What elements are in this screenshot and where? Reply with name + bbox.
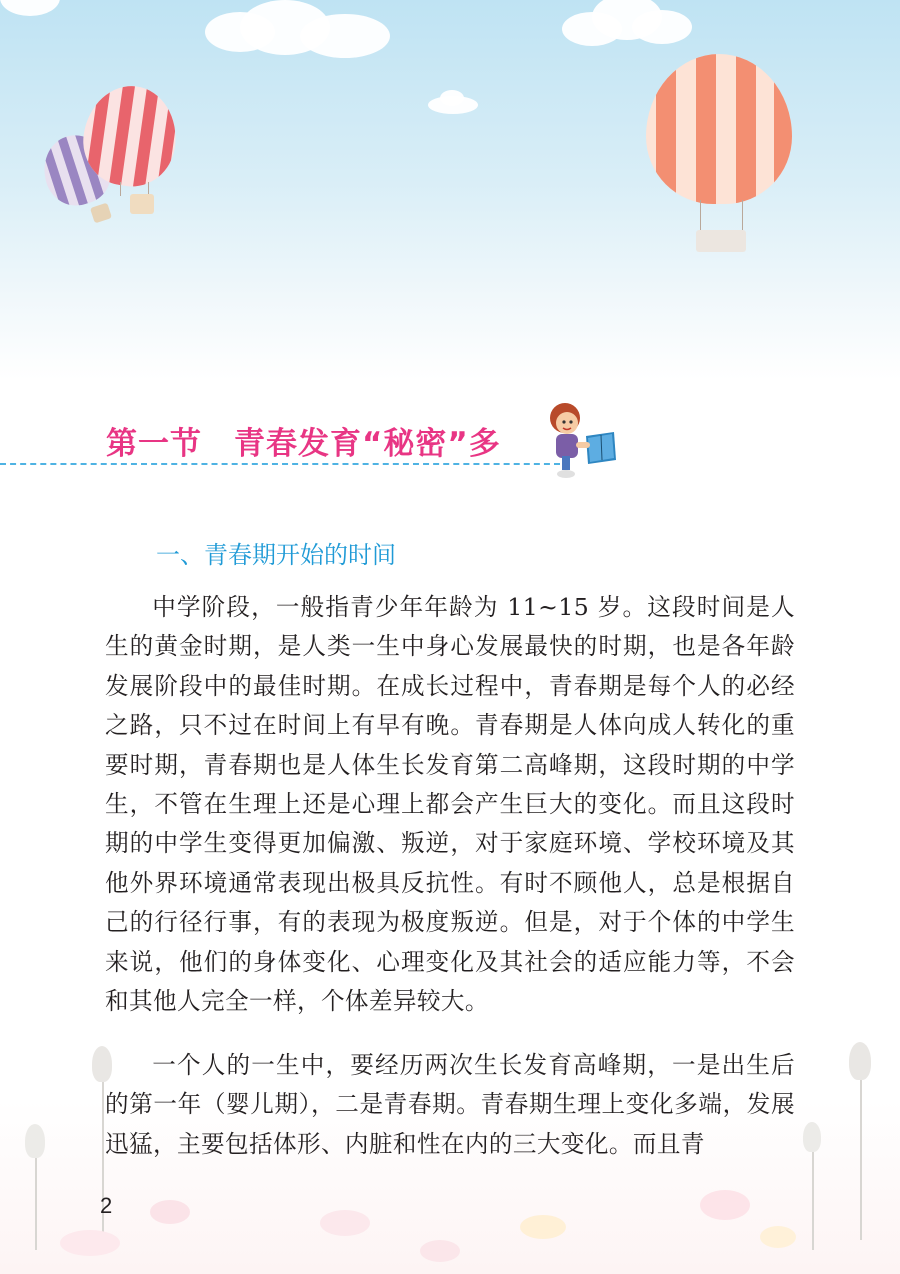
subsection-heading: 一、青春期开始的时间 — [156, 541, 396, 569]
child-reading-icon — [540, 398, 630, 488]
flower-decoration — [0, 1040, 900, 1274]
page-number: 2 — [100, 1193, 113, 1218]
sky-decoration — [0, 0, 900, 360]
section-title: 第一节 青春发育“秘密”多 — [106, 426, 501, 462]
body-paragraph: 中学阶段，一般指青少年年龄为 11~15 岁。这段时间是人生的黄金时期，是人类一生中身心发展最快的时期，也是各年龄发展阶段中的最佳时期。在成长过程中，青春期是每个人的必经之路，只不过在时间上有早有晚。青春期是人体向成人转化的重要时期，青春期也是人体生长发育第二高峰期，这段时期的中学生，不管在生理上还是心理上都会产生巨大的变化。而且这段时期的中学生变得更加偏激、叛逆，对于家庭环境、学校环境及其他外界环境通常表现出极具反抗性。有时不顾他人，总是根据自己的行径行事，有的表现为极度叛逆。但是，对于个体的中学生来说，他们的身体变化、心理变化及其社会的适应能力等，不会和其他人完全一样，个体差异较大。 — [105, 593, 795, 1016]
body-paragraph: 一个人的一生中，要经历两次生长发育高峰期，一是出生后的第一年（婴儿期），二是青春期。青春期生理上变化多端，发展迅猛，主要包括体形、内脏和性在内的三大变化。而且青 — [105, 1051, 795, 1158]
title-divider — [0, 463, 560, 465]
